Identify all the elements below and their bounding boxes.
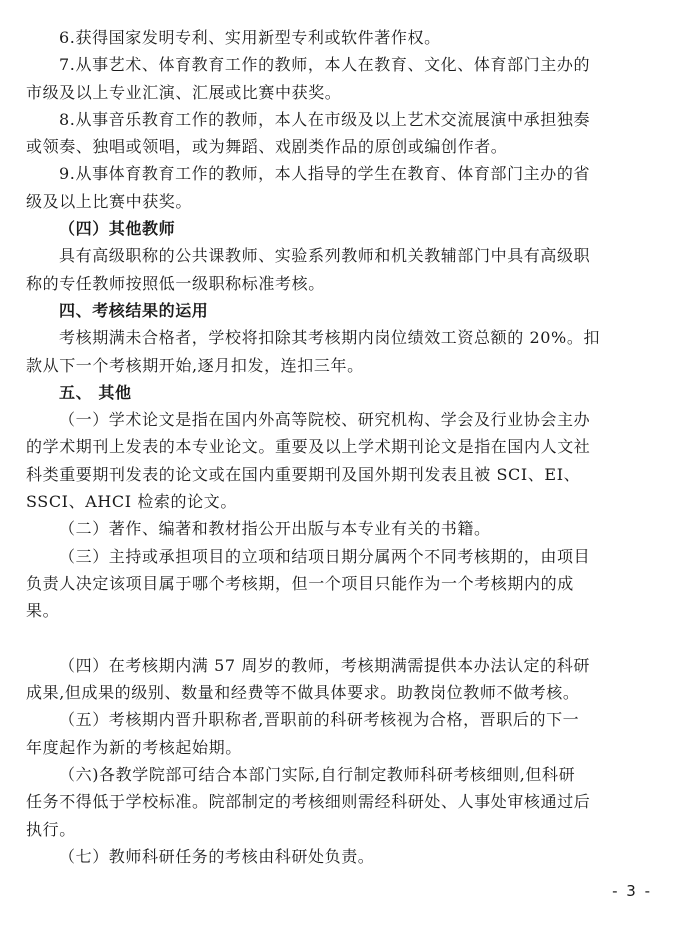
- text-line: 级及以上比赛中获奖。: [26, 191, 193, 211]
- section-heading: 五、 其他: [59, 382, 132, 402]
- section-heading: （四）其他教师: [59, 219, 176, 239]
- text-line: （一）学术论文是指在国内外高等院校、研究机构、学会及行业协会主办: [59, 410, 591, 430]
- section-heading: 四、考核结果的运用: [59, 300, 209, 320]
- text-line: 的学术期刊上发表的本专业论文。重要及以上学术期刊论文是指在国内人文社: [26, 437, 591, 457]
- blank-line: [26, 625, 658, 652]
- text-line: 任务不得低于学校标准。院部制定的考核细则需经科研处、人事处审核通过后: [26, 792, 591, 812]
- text-line: 或领奏、独唱或领唱，或为舞蹈、戏剧类作品的原创或编创作者。: [26, 137, 508, 157]
- text-line: 成果,但成果的级别、数量和经费等不做具体要求。助教岗位教师不做考核。: [26, 683, 580, 703]
- text-line: 考核期满未合格者，学校将扣除其考核期内岗位绩效工资总额的 20%。扣: [59, 328, 601, 348]
- text-line: SSCI、AHCI 检索的论文。: [26, 492, 237, 512]
- text-line: 8.从事音乐教育工作的教师，本人在市级及以上艺术交流展演中承担独奏: [59, 109, 591, 129]
- text-line: 负责人决定该项目属于哪个考核期，但一个项目只能作为一个考核期内的成: [26, 573, 574, 593]
- text-line: （五）考核期内晋升职称者,晋职前的科研考核视为合格，晋职后的下一: [59, 710, 580, 730]
- document-body: [26, 24, 658, 870]
- text-line: （六)各教学院部可结合本部门实际,自行制定教师科研考核细则,但科研: [59, 765, 576, 785]
- text-line: 执行。: [26, 819, 76, 839]
- text-line: 年度起作为新的考核起始期。: [26, 737, 242, 757]
- text-line: 9.从事体育教育工作的教师，本人指导的学生在教育、体育部门主办的省: [59, 164, 591, 184]
- text-line: 果。: [26, 601, 60, 621]
- text-line: 7.从事艺术、体育教育工作的教师，本人在教育、文化、体育部门主办的: [59, 55, 591, 75]
- text-line: （七）教师科研任务的考核由科研处负责。: [59, 846, 375, 866]
- text-line: 6.获得国家发明专利、实用新型专利或软件著作权。: [59, 28, 441, 47]
- page-number: - 3 -: [612, 882, 652, 900]
- text-line: （三）主持或承担项目的立项和结项日期分属两个不同考核期的，由项目: [59, 546, 591, 566]
- text-line: 科类重要期刊发表的论文或在国内重要期刊及国外期刊发表且被 SCI、EI、: [26, 464, 581, 484]
- text-line: 具有高级职称的公共课教师、实验系列教师和机关教辅部门中具有高级职: [59, 246, 591, 266]
- text-line: 市级及以上专业汇演、汇展或比赛中获奖。: [26, 82, 342, 102]
- text-line: 款从下一个考核期开始,逐月扣发，连扣三年。: [26, 355, 364, 375]
- text-line: （四）在考核期内满 57 周岁的教师，考核期满需提供本办法认定的科研: [59, 655, 590, 675]
- text-line: 称的专任教师按照低一级职称标准考核。: [26, 273, 325, 293]
- text-line: （二）著作、编著和教材指公开出版与本专业有关的书籍。: [59, 519, 491, 539]
